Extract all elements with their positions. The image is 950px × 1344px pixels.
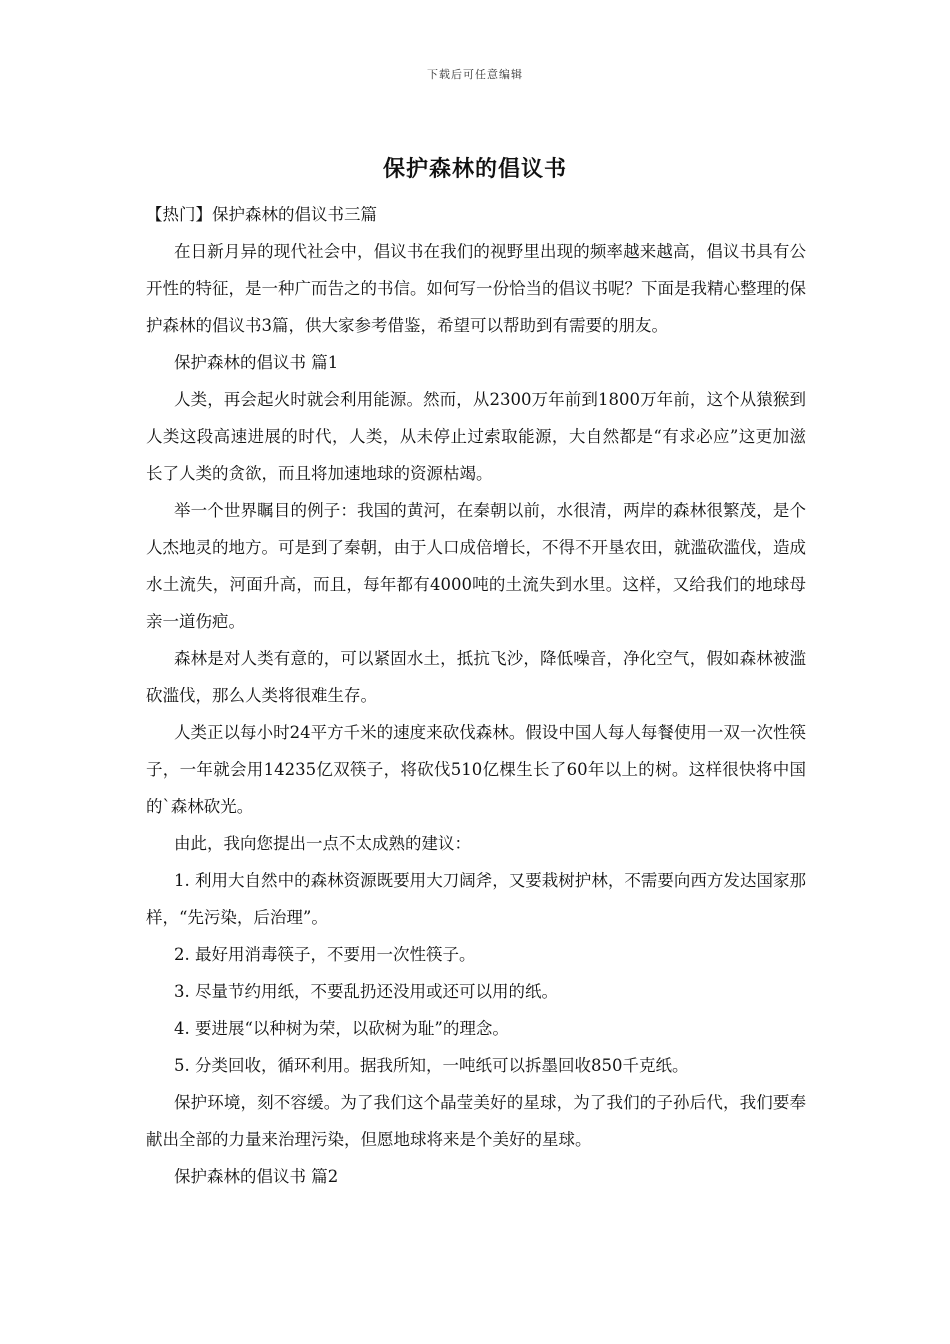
section-heading-2: 保护森林的倡议书 篇2 [174, 1167, 339, 1186]
body-paragraph: 人类，再会起火时就会利用能源。然而，从2300万年前到1800万年前，这个从猿猴到人类这段高速进展的时代，人类，从未停止过索取能源，大自然都是“有求必应”这更加滋长了人类的贪欲，而且将加速地球的资源枯竭。 [146, 390, 806, 483]
list-item: 2. 最好用消毒筷子，不要用一次性筷子。 [174, 945, 476, 964]
body-paragraph: 举一个世界瞩目的例子：我国的黄河，在秦朝以前，水很清，两岸的森林很繁茂，是个人杰地灵的地方。可是到了秦朝，由于人口成倍增长，不得不开垦农田，就滥砍滥伐，造成水土流失，河面升高，而且，每年都有4000吨的土流失到水里。这样，又给我们的地球母亲一道伤疤。 [146, 501, 806, 631]
header-note: 下载后可任意编辑 [427, 68, 523, 81]
body-paragraph: 由此，我向您提出一点不太成熟的建议： [174, 834, 471, 853]
document-body [146, 196, 806, 1195]
intro-paragraph: 在日新月异的现代社会中，倡议书在我们的视野里出现的频率越来越高，倡议书具有公开性的特征，是一种广而告之的书信。如何写一份恰当的倡议书呢？下面是我精心整理的保护森林的倡议书3篇，供大家参考借鉴，希望可以帮助到有需要的朋友。 [146, 242, 806, 335]
list-item: 4. 要进展“以种树为荣，以砍树为耻”的理念。 [174, 1019, 509, 1038]
body-paragraph: 森林是对人类有意的，可以紧固水土，抵抗飞沙，降低噪音，净化空气，假如森林被滥砍滥伐，那么人类将很难生存。 [146, 649, 806, 705]
list-item: 1. 利用大自然中的森林资源既要用大刀阔斧，又要栽树护林，不需要向西方发达国家那样，“先污染，后治理”。 [146, 871, 806, 927]
list-item: 5. 分类回收，循环利用。据我所知，一吨纸可以拆墨回收850千克纸。 [174, 1056, 689, 1075]
body-paragraph: 人类正以每小时24平方千米的速度来砍伐森林。假设中国人每人每餐使用一双一次性筷子，一年就会用14235亿双筷子，将砍伐510亿棵生长了60年以上的树。这样很快将中国的`森林砍光。 [146, 723, 806, 816]
subtitle-paragraph: 【热门】保护森林的倡议书三篇 [146, 205, 377, 224]
document-title: 保护森林的倡议书 [382, 156, 567, 182]
body-paragraph: 保护环境，刻不容缓。为了我们这个晶莹美好的星球，为了我们的子孙后代，我们要奉献出全部的力量来治理污染，但愿地球将来是个美好的星球。 [146, 1093, 806, 1149]
list-item: 3. 尽量节约用纸，不要乱扔还没用或还可以用的纸。 [174, 982, 558, 1001]
section-heading-1: 保护森林的倡议书 篇1 [174, 353, 339, 372]
